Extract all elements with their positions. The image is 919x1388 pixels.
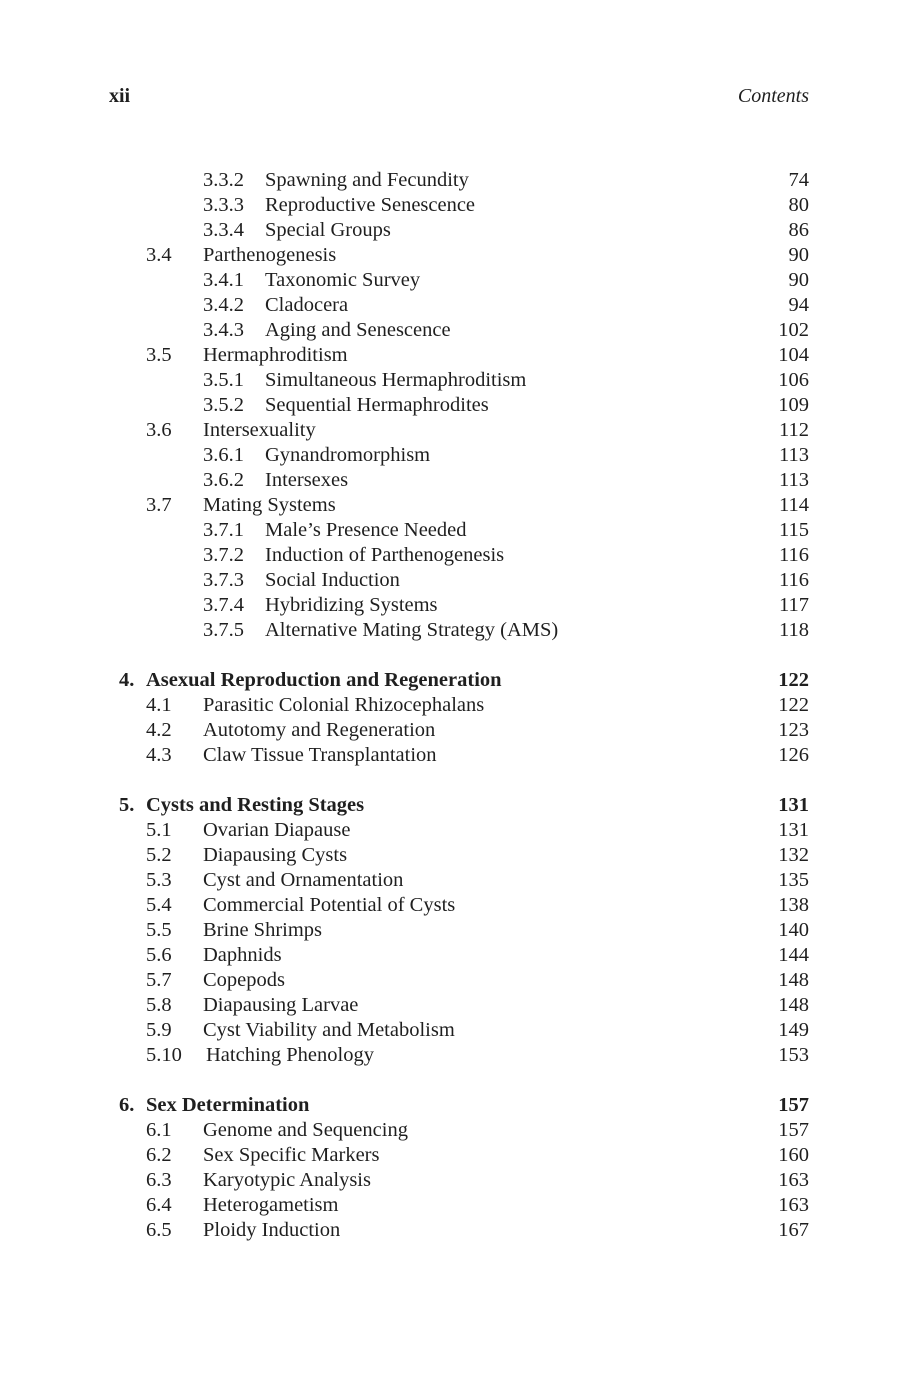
- entry-page: 104: [778, 344, 809, 366]
- entry-number: 3.7.4: [203, 594, 244, 616]
- entry-title: Parthenogenesis: [203, 244, 337, 266]
- entry-page: 106: [778, 369, 809, 391]
- chapter-title: Asexual Reproduction and Regeneration: [146, 669, 502, 691]
- entry-title: Cyst and Ornamentation: [203, 869, 404, 891]
- entry-page: 102: [778, 319, 809, 341]
- toc-entry-3-7-1: [0, 518, 919, 543]
- toc-entry-4-3: [0, 743, 919, 768]
- entry-title: Hatching Phenology: [206, 1044, 374, 1066]
- entry-page: 163: [778, 1169, 809, 1191]
- entry-title: Sex Specific Markers: [203, 1144, 380, 1166]
- entry-title: Karyotypic Analysis: [203, 1169, 371, 1191]
- toc-entry-5-5: [0, 918, 919, 943]
- entry-number: 4.3: [146, 744, 172, 766]
- entry-title: Parasitic Colonial Rhizocephalans: [203, 694, 485, 716]
- entry-page: 144: [778, 944, 809, 966]
- entry-number: 3.6.1: [203, 444, 244, 466]
- entry-number: 3.7: [146, 494, 172, 516]
- entry-title: Hermaphroditism: [203, 344, 348, 366]
- entry-page: 90: [788, 269, 809, 291]
- entry-number: 5.8: [146, 994, 172, 1016]
- toc-entry-5-6: [0, 943, 919, 968]
- entry-title: Autotomy and Regeneration: [203, 719, 436, 741]
- toc-entry-3-4-1: [0, 268, 919, 293]
- entry-page: 86: [788, 219, 809, 241]
- entry-title: Intersexuality: [203, 419, 316, 441]
- entry-number: 5.10: [146, 1044, 182, 1066]
- entry-title: Reproductive Senescence: [265, 194, 476, 216]
- entry-number: 5.9: [146, 1019, 172, 1041]
- entry-number: 5.1: [146, 819, 172, 841]
- entry-page: 148: [778, 969, 809, 991]
- entry-page: 131: [778, 819, 809, 841]
- chapter-number: 5.: [119, 794, 135, 816]
- toc-chapter-5: [0, 793, 919, 818]
- toc-entry-3-7: [0, 493, 919, 518]
- toc-entry-6-2: [0, 1143, 919, 1168]
- toc-entry-5-7: [0, 968, 919, 993]
- chapter-title: Cysts and Resting Stages: [146, 794, 365, 816]
- entry-title: Social Induction: [265, 569, 400, 591]
- entry-number: 3.7.5: [203, 619, 244, 641]
- entry-number: 3.4.2: [203, 294, 244, 316]
- chapter-number: 6.: [119, 1094, 135, 1116]
- toc-entry-5-2: [0, 843, 919, 868]
- entry-page: 126: [778, 744, 809, 766]
- toc-entry-4-2: [0, 718, 919, 743]
- entry-title: Diapausing Cysts: [203, 844, 348, 866]
- entry-number: 3.3.4: [203, 219, 244, 241]
- chapter-spacer: [0, 1068, 919, 1093]
- entry-title: Spawning and Fecundity: [265, 169, 469, 191]
- entry-page: 135: [778, 869, 809, 891]
- toc-entry-6-4: [0, 1193, 919, 1218]
- entry-page: 157: [778, 1119, 809, 1141]
- toc-entry-3-7-5: [0, 618, 919, 643]
- toc-entry-6-1: [0, 1118, 919, 1143]
- toc-entry-5-1: [0, 818, 919, 843]
- entry-page: 163: [778, 1194, 809, 1216]
- entry-title: Cladocera: [265, 294, 349, 316]
- entry-number: 5.3: [146, 869, 172, 891]
- entry-page: 117: [779, 594, 809, 616]
- entry-number: 5.4: [146, 894, 172, 916]
- entry-title: Hybridizing Systems: [265, 594, 438, 616]
- entry-page: 116: [779, 569, 809, 591]
- entry-page: 94: [788, 294, 809, 316]
- entry-page: 113: [779, 444, 809, 466]
- toc-entry-3-6-2: [0, 468, 919, 493]
- entry-page: 149: [778, 1019, 809, 1041]
- entry-page: 90: [788, 244, 809, 266]
- toc-entry-3-4-3: [0, 318, 919, 343]
- toc-entry-3-4: [0, 243, 919, 268]
- entry-number: 5.7: [146, 969, 172, 991]
- entry-page: 114: [779, 494, 809, 516]
- page-number: xii: [109, 85, 131, 107]
- entry-number: 3.5: [146, 344, 172, 366]
- entry-page: 115: [779, 519, 809, 541]
- entry-page: 160: [778, 1144, 809, 1166]
- toc-entry-3-7-2: [0, 543, 919, 568]
- chapter-page: 122: [778, 669, 809, 691]
- entry-page: 113: [779, 469, 809, 491]
- entry-title: Ovarian Diapause: [203, 819, 351, 841]
- entry-page: 116: [779, 544, 809, 566]
- entry-page: 153: [778, 1044, 809, 1066]
- entry-page: 148: [778, 994, 809, 1016]
- table-of-contents: [0, 168, 919, 1243]
- entry-number: 3.3.3: [203, 194, 244, 216]
- running-head: Contents: [737, 85, 809, 107]
- toc-entry-5-3: [0, 868, 919, 893]
- chapter-page: 157: [778, 1094, 809, 1116]
- page-header: [109, 82, 809, 110]
- entry-page: 123: [778, 719, 809, 741]
- toc-entry-3-7-3: [0, 568, 919, 593]
- entry-number: 3.7.3: [203, 569, 244, 591]
- entry-title: Genome and Sequencing: [203, 1119, 408, 1141]
- entry-number: 3.7.2: [203, 544, 244, 566]
- toc-entry-3-6: [0, 418, 919, 443]
- entry-page: 109: [778, 394, 809, 416]
- entry-title: Claw Tissue Transplantation: [203, 744, 437, 766]
- entry-number: 3.4: [146, 244, 172, 266]
- toc-chapter-6: [0, 1093, 919, 1118]
- entry-number: 5.5: [146, 919, 172, 941]
- chapter-number: 4.: [119, 669, 135, 691]
- toc-entry-5-8: [0, 993, 919, 1018]
- entry-page: 138: [778, 894, 809, 916]
- entry-number: 3.4.1: [203, 269, 244, 291]
- entry-number: 3.6.2: [203, 469, 244, 491]
- entry-number: 6.2: [146, 1144, 172, 1166]
- toc-entry-3-4-2: [0, 293, 919, 318]
- toc-entry-3-5: [0, 343, 919, 368]
- entry-title: Gynandromorphism: [265, 444, 431, 466]
- toc-entry-3-3-3: [0, 193, 919, 218]
- entry-number: 6.4: [146, 1194, 172, 1216]
- toc-entry-3-6-1: [0, 443, 919, 468]
- entry-title: Induction of Parthenogenesis: [265, 544, 505, 566]
- entry-page: 122: [778, 694, 809, 716]
- entry-page: 167: [778, 1219, 809, 1241]
- toc-chapter-4: [0, 668, 919, 693]
- entry-title: Ploidy Induction: [203, 1219, 341, 1241]
- entry-title: Diapausing Larvae: [203, 994, 359, 1016]
- entry-number: 3.5.2: [203, 394, 244, 416]
- chapter-title: Sex Determination: [146, 1094, 310, 1116]
- entry-title: Special Groups: [265, 219, 391, 241]
- entry-title: Sequential Hermaphrodites: [265, 394, 489, 416]
- entry-page: 80: [788, 194, 809, 216]
- toc-entry-5-9: [0, 1018, 919, 1043]
- entry-number: 5.6: [146, 944, 172, 966]
- chapter-page: 131: [778, 794, 809, 816]
- entry-number: 4.2: [146, 719, 172, 741]
- entry-title: Male’s Presence Needed: [265, 519, 467, 541]
- entry-title: Daphnids: [203, 944, 282, 966]
- entry-page: 118: [779, 619, 809, 641]
- toc-entry-6-5: [0, 1218, 919, 1243]
- entry-page: 132: [778, 844, 809, 866]
- entry-number: 4.1: [146, 694, 172, 716]
- entry-number: 6.5: [146, 1219, 172, 1241]
- entry-number: 6.1: [146, 1119, 172, 1141]
- entry-number: 3.5.1: [203, 369, 244, 391]
- entry-title: Aging and Senescence: [265, 319, 451, 341]
- entry-title: Cyst Viability and Metabolism: [203, 1019, 455, 1041]
- toc-entry-5-4: [0, 893, 919, 918]
- entry-number: 5.2: [146, 844, 172, 866]
- toc-entry-3-5-2: [0, 393, 919, 418]
- entry-number: 3.3.2: [203, 169, 244, 191]
- entry-title: Mating Systems: [203, 494, 336, 516]
- toc-entry-6-3: [0, 1168, 919, 1193]
- entry-title: Intersexes: [265, 469, 349, 491]
- entry-title: Commercial Potential of Cysts: [203, 894, 456, 916]
- entry-title: Brine Shrimps: [203, 919, 323, 941]
- chapter-spacer: [0, 643, 919, 668]
- entry-title: Alternative Mating Strategy (AMS): [265, 619, 559, 641]
- entry-number: 3.4.3: [203, 319, 244, 341]
- entry-page: 112: [779, 419, 809, 441]
- entry-page: 74: [788, 169, 809, 191]
- entry-title: Copepods: [203, 969, 285, 991]
- entry-number: 6.3: [146, 1169, 172, 1191]
- toc-entry-3-3-2: [0, 168, 919, 193]
- entry-number: 3.7.1: [203, 519, 244, 541]
- entry-title: Simultaneous Hermaphroditism: [265, 369, 527, 391]
- toc-entry-3-3-4: [0, 218, 919, 243]
- entry-page: 140: [778, 919, 809, 941]
- chapter-spacer: [0, 768, 919, 793]
- toc-entry-3-5-1: [0, 368, 919, 393]
- toc-entry-5-10: [0, 1043, 919, 1068]
- entry-title: Taxonomic Survey: [265, 269, 421, 291]
- entry-number: 3.6: [146, 419, 172, 441]
- toc-entry-3-7-4: [0, 593, 919, 618]
- entry-title: Heterogametism: [203, 1194, 339, 1216]
- toc-entry-4-1: [0, 693, 919, 718]
